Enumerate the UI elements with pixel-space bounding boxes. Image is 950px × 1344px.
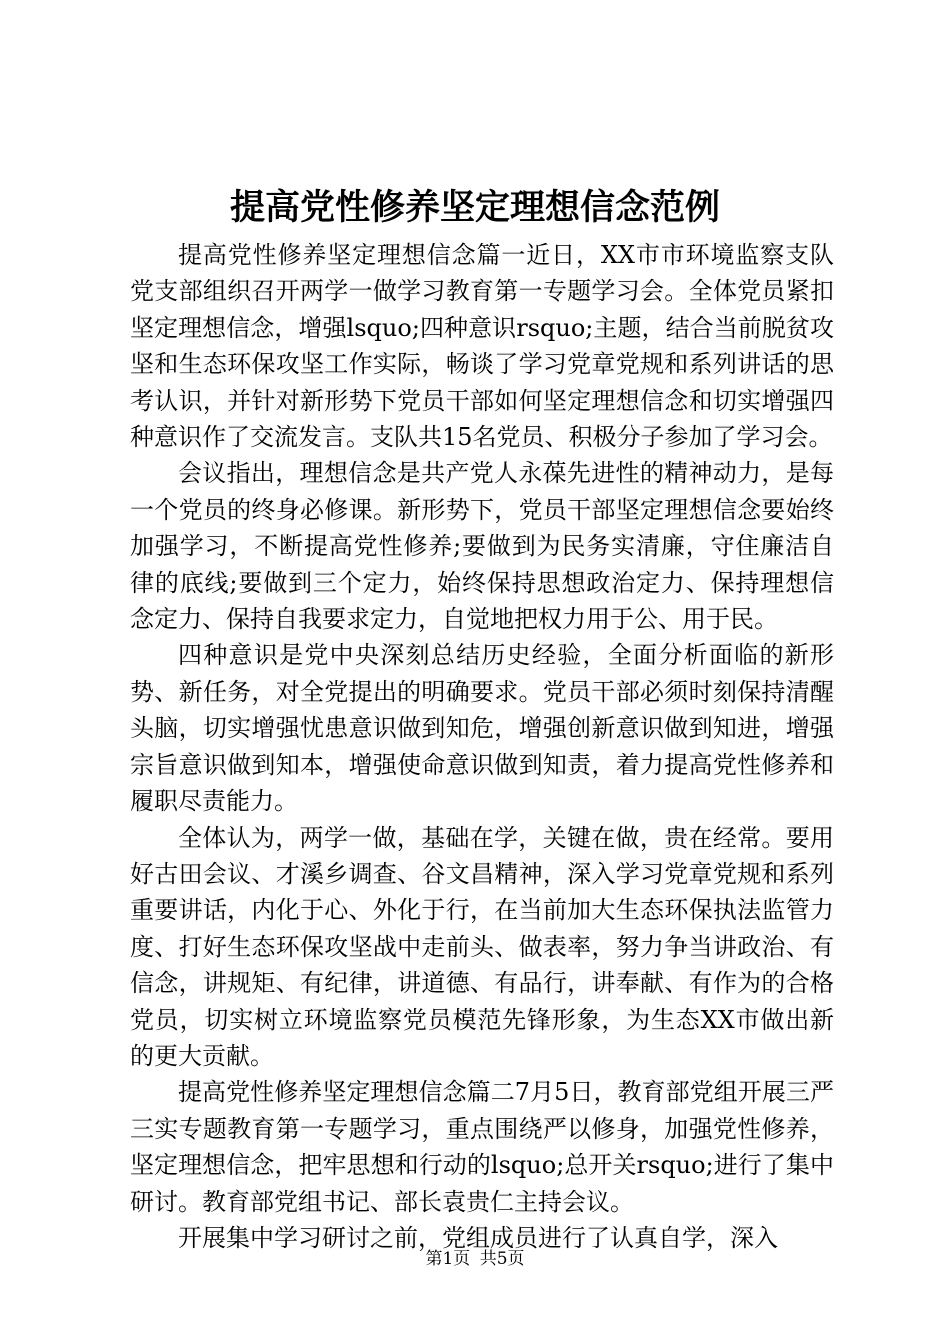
paragraph: 全体认为，两学一做，基础在学，关键在做，贵在经常。要用好古田会议、才溪乡调查、谷文昌精神，深入学习党章党规和系列重要讲话，内化于心、外化于行，在当前加大生态环保执法监管力度、打好生态环保攻坚战中走前头、做表率，努力争当讲政治、有信念，讲规矩、有纪律，讲道德、有品行，讲奉献、有作为的合格党员，切实树立环境监察党员模范先锋形象，为生态XX市做出新的更大贡献。 [130, 823, 834, 1070]
document-title: 提高党性修养坚定理想信念范例 [229, 187, 720, 228]
page-total: 共5页 [479, 1249, 525, 1269]
page-footer [0, 1247, 950, 1271]
page-number: 第1页 [425, 1249, 471, 1269]
paragraph: 四种意识是党中央深刻总结历史经验，全面分析面临的新形势、新任务，对全党提出的明确要求。党员干部必须时刻保持清醒头脑，切实增强忧患意识做到知危，增强创新意识做到知进，增强宗旨意识做到知本，增强使命意识做到知责，着力提高党性修养和履职尽责能力。 [130, 641, 834, 816]
paragraph: 会议指出，理想信念是共产党人永葆先进性的精神动力，是每一个党员的终身必修课。新形势下，党员干部坚定理想信念要始终加强学习，不断提高党性修养;要做到为民务实清廉，守住廉洁自律的底线;要做到三个定力，始终保持思想政治定力、保持理想信念定力、保持自我要求定力，自觉地把权力用于公、用于民。 [130, 459, 834, 634]
paragraph: 开展集中学习研讨之前，党组成员进行了认真自学，深入 [178, 1223, 778, 1252]
document-body [130, 237, 834, 1256]
paragraph: 提高党性修养坚定理想信念篇二7月5日，教育部党组开展三严三实专题教育第一专题学习，重点围绕严以修身，加强党性修养，坚定理想信念，把牢思想和行动的lsquo;总开关rsquo;进行了集中研讨。教育部党组书记、部长袁贵仁主持会议。 [130, 1078, 834, 1216]
paragraph: 提高党性修养坚定理想信念篇一近日，XX市市环境监察支队党支部组织召开两学一做学习教育第一专题学习会。全体党员紧扣坚定理想信念，增强lsquo;四种意识rsquo;主题，结合当前脱贫攻坚和生态环保攻坚工作实际，畅谈了学习党章党规和系列讲话的思考认识，并针对新形势下党员干部如何坚定理想信念和切实增强四种意识作了交流发言。支队共15名党员、积极分子参加了学习会。 [130, 241, 834, 452]
